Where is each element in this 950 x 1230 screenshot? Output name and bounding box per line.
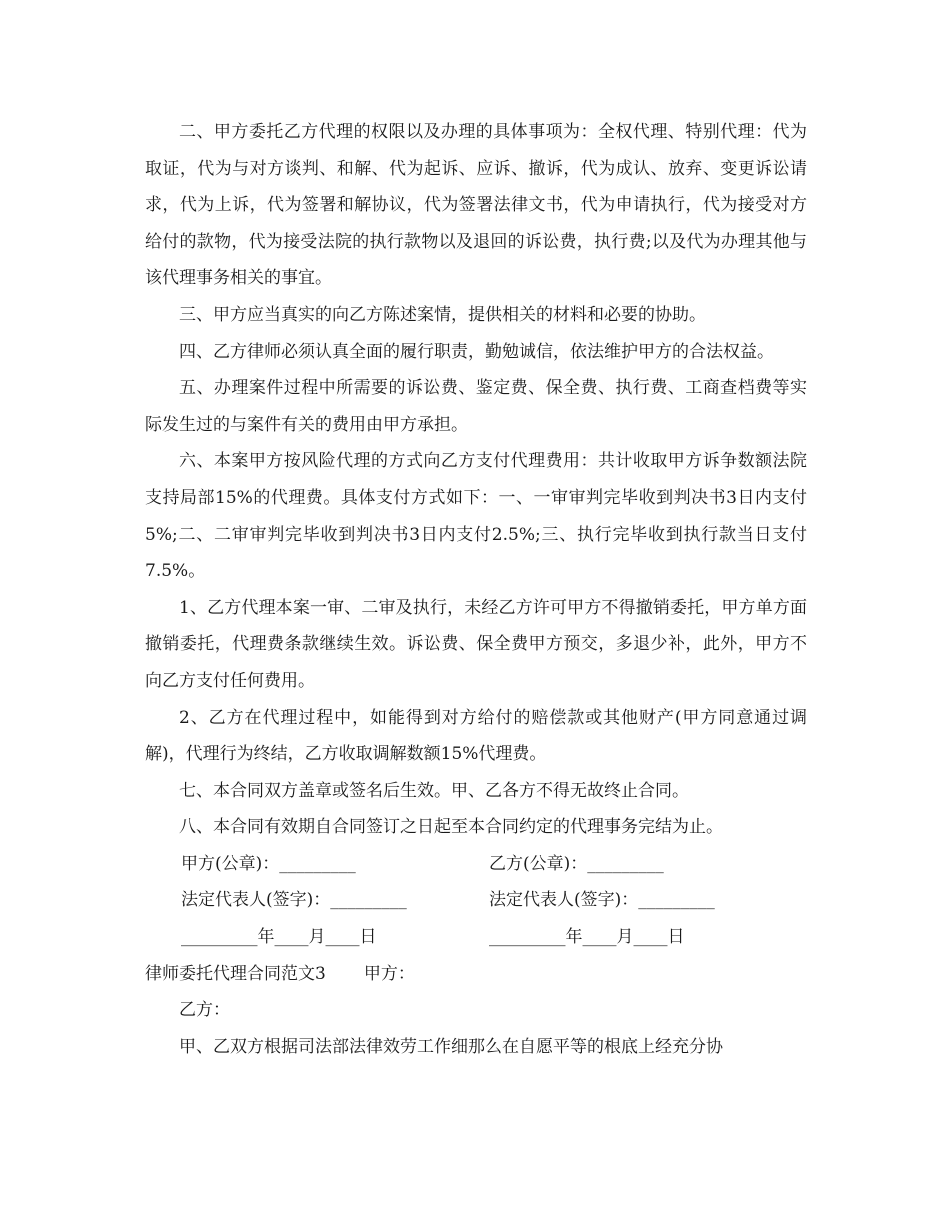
party-b-representative-line: 法定代表人(签字)：_________	[489, 890, 715, 911]
party-b-seal-line: 乙方(公章)：_________	[489, 853, 664, 874]
next-contract-header	[145, 956, 807, 993]
party-a-representative-line: 法定代表人(签字)：_________	[181, 890, 407, 911]
clause-6-sub-2: 2、乙方在代理过程中，如能得到对方给付的赔偿款或其他财产(甲方同意通过调解)，代理行为终结，乙方收取调解数额15%代理费。	[145, 707, 807, 765]
signature-row-representative	[145, 882, 807, 919]
party-a-date-line: _________年____月____日	[181, 927, 377, 948]
signature-row-seal	[145, 846, 807, 883]
next-contract-intro: 甲、乙双方根据司法部法律效劳工作细那么在自愿平等的根底上经充分协	[179, 1036, 723, 1057]
clause-6-sub-1: 1、乙方代理本案一审、二审及执行，未经乙方许可甲方不得撤销委托，甲方单方面撤销委托，代理费条款继续生效。诉讼费、保全费甲方预交，多退少补，此外，甲方不向乙方支付任何费用。	[145, 597, 807, 691]
clause-8-term: 八、本合同有效期自合同签订之日起至本合同约定的代理事务完结为止。	[179, 817, 723, 838]
clause-2-authority: 二、甲方委托乙方代理的权限以及办理的具体事项为：全权代理、特别代理：代为取证，代为与对方谈判、和解、代为起诉、应诉、撤诉，代为成认、放弃、变更诉讼请求，代为上诉，代为签署和解协议，代为签署法律文书，代为申请执行，代为接受对方给付的款物，代为接受法院的执行款物以及退回的诉讼费，执行费;以及代为办理其他与该代理事务相关的事宜。	[145, 122, 807, 289]
next-contract-party-b: 乙方：	[179, 1000, 230, 1021]
party-b-date-line: _________年____月____日	[489, 927, 685, 948]
next-contract-title: 律师委托代理合同范文3	[145, 963, 326, 984]
party-a-seal-line: 甲方(公章)：_________	[181, 853, 356, 874]
clause-6-risk-fee: 六、本案甲方按风险代理的方式向乙方支付代理费用：共计收取甲方诉争数额法院支持局部15%的代理费。具体支付方式如下：一、一审审判完毕收到判决书3日内支付5%;二、二审审判完毕收到判决书3日内支付2.5%;三、执行完毕收到执行款当日支付7.5%。	[145, 451, 807, 582]
contract-body	[145, 114, 807, 1065]
next-contract-party-a: 甲方：	[363, 963, 415, 984]
clause-4-lawyer-duty: 四、乙方律师必须认真全面的履行职责，勤勉诚信，依法维护甲方的合法权益。	[179, 341, 774, 362]
clause-3-disclosure: 三、甲方应当真实的向乙方陈述案情，提供相关的材料和必要的协助。	[179, 304, 706, 325]
clause-5-expenses: 五、办理案件过程中所需要的诉讼费、鉴定费、保全费、执行费、工商查档费等实际发生过的与案件有关的费用由甲方承担。	[145, 378, 807, 435]
clause-7-effect: 七、本合同双方盖章或签名后生效。甲、乙各方不得无故终止合同。	[179, 780, 689, 801]
signature-row-date	[145, 919, 807, 956]
